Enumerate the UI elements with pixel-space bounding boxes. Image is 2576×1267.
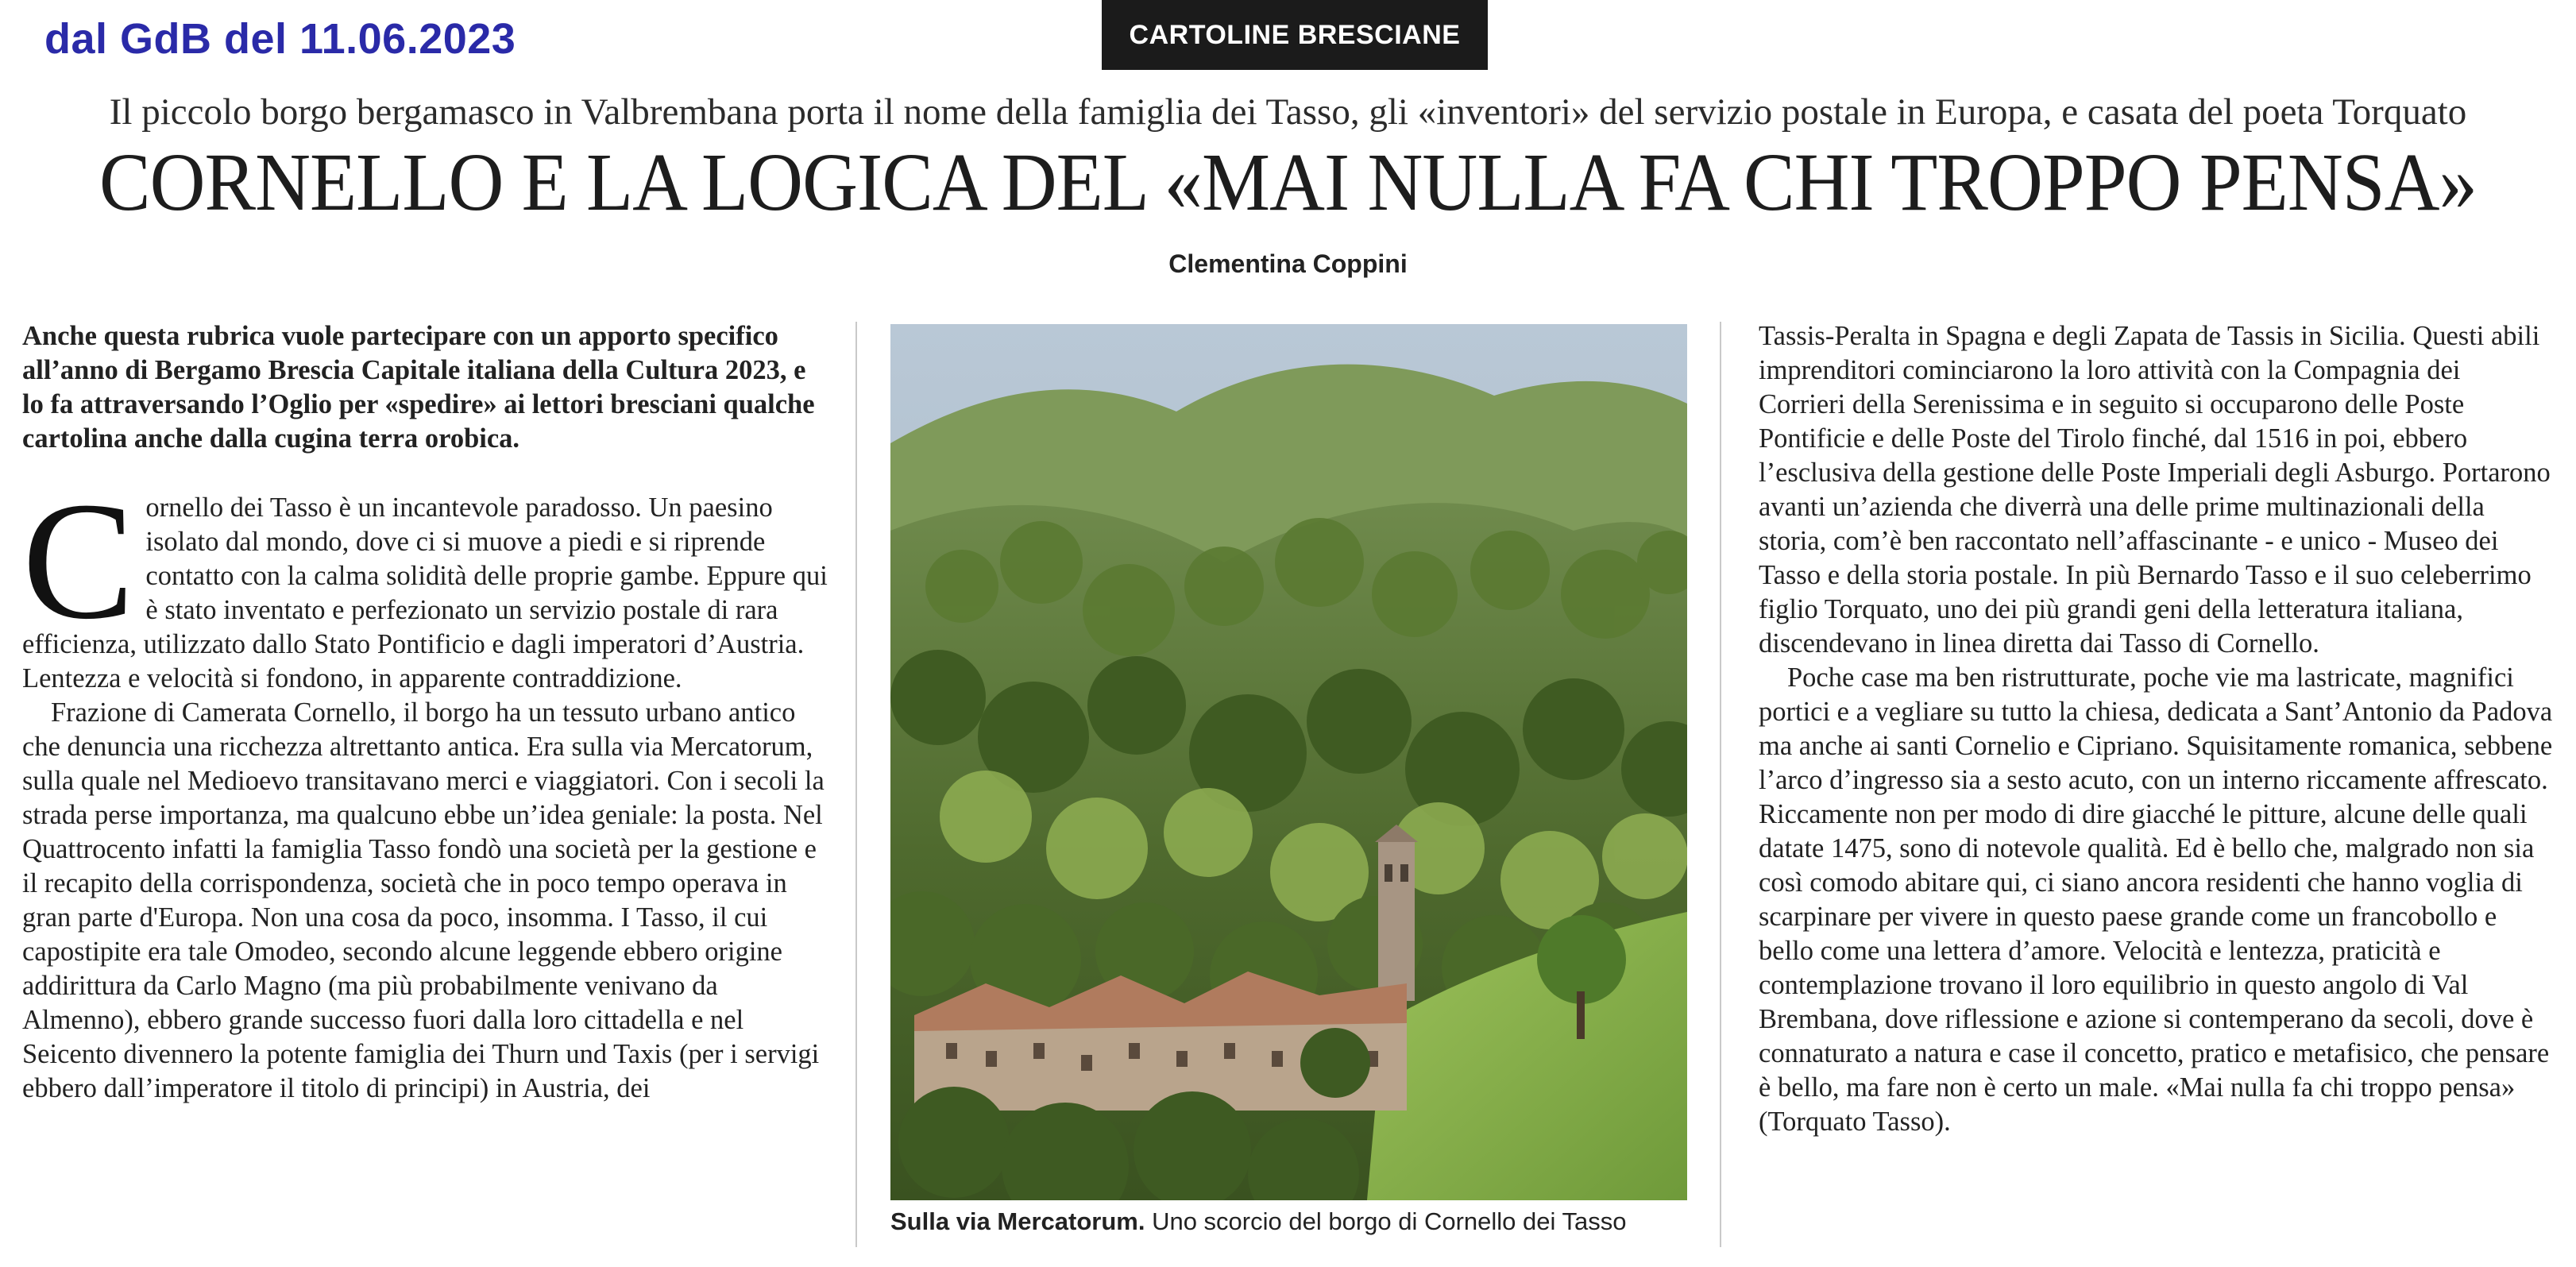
body-paragraph: Frazione di Camerata Cornello, il borgo ha un tessuto urbano antico che denuncia una ricchezza altrettanto antica. Era sulla via Mercatorum, sulla quale nel Medioevo transitavano merci e viaggiatori. Con i secoli la strada perse importanza, ma qualcuno ebbe un’idea geniale: la posta. Nel Quattrocento infatti la famiglia Tasso fondò una società per la gestione e il recapito della corrispondenza, società che in poco tempo operava in gran parte d'Europa. Non una cosa da poco, insomma. I Tasso, il cui capostipite era tale Omodeo, secondo alcune leggende ebbero origine addirittura da Carlo Magno (ma più probabilmente venivano da Almenno), ebbero grande successo fuori dalla loro cittadella e nel Seicento divennero la potente famiglia dei Thurn und Taxis (per i servigi ebbero dall’imperatore il titolo di principi) in Austria, dei	[22, 697, 825, 1103]
village-landscape-image	[890, 324, 1687, 1200]
left-column	[22, 319, 832, 1106]
photo-caption	[890, 1207, 1701, 1236]
body-paragraph: Poche case ma ben ristrutturate, poche vie ma lastricate, magnifici portici e a vegliare su tutto la chiesa, dedicata a Sant’Antonio da Padova ma anche ai santi Cornelio e Cipriano. Squisitamente romanica, sebbene l’arco d’ingresso sia a sesto acuto, con un interno riccamente affrescato. Riccamente non per modo di dire giacché le pitture, alcune delle quali datate 1475, sono di notevole qualità. Ed è bello che, malgrado non sia così comodo abitare qui, ci siano ancora residenti che hanno voglia di scarpinare per vivere in questo paese grande come un francobollo e bello come una lettera d’amore. Velocità e lentezza, praticità e contemplazione trovano il loro equilibrio in questo angolo di Val Brembana, dove riflessione e azione si contemperano da secoli, dove è connaturato a natura e case il concetto, pratico e metafisico, che pensare è bello, ma fare non è certo un male. «Mai nulla fa chi troppo pensa» (Torquato Tasso).	[1759, 662, 2553, 1137]
column-divider	[1720, 322, 1721, 1247]
article-headline: CORNELLO E LA LOGICA DEL «MAI NULLA FA CHI TROPPO PENSA»	[99, 137, 2477, 228]
body-paragraph	[22, 467, 832, 696]
author-byline: Clementina Coppini	[1168, 249, 1408, 278]
caption-title: Sulla via Mercatorum.	[890, 1207, 1145, 1235]
right-column	[1759, 319, 2553, 1139]
body-paragraph: Tassis-Peralta in Spagna e degli Zapata de Tassis in Sicilia. Questi abili imprenditori cominciarono la loro attività con la Compagnia dei Corrieri della Serenissima e in seguito si occuparono delle Poste Pontificie e delle Poste del Tirolo finché, dal 1516 in poi, ebbero l’esclusiva della gestione delle Poste Imperiali degli Asburgo. Portarono avanti un’azienda che diverrà una delle prime multinazionali della storia, com’è ben raccontato nell’affascinante - e unico - Museo dei Tasso e della storia postale. In più Bernardo Tasso e il suo celeberrimo figlio Torquato, uno dei più grandi geni della letteratura italiana, discendevano in linea diretta dai Tasso di Cornello.	[1759, 321, 2551, 659]
lead-paragraph: Anche questa rubrica vuole partecipare con un apporto specifico all’anno di Bergamo Brescia Capitale italiana della Cultura 2023, e lo fa attraversando l’Oglio per «spedire» ai lettori bresciani qualche cartolina anche dalla cugina terra orobica.	[22, 321, 815, 454]
drop-cap: C	[22, 467, 135, 654]
source-tag: dal GdB del 11.06.2023	[44, 15, 516, 63]
article-subtitle: Il piccolo borgo bergamasco in Valbrembana porta il nome della famiglia dei Tasso, gli «inventori» del servizio postale in Europa, e casata del poeta Torquato	[109, 91, 2467, 133]
paragraph-text: ornello dei Tasso è un incantevole paradosso. Un paesino isolato dal mondo, dove ci si muove a piedi e si riprende contatto con la calma solidità delle proprie gambe. Eppure qui è stato inventato e perfezionato un servizio postale di rara efficienza, utilizzato dallo Stato Pontificio e dagli imperatori d’Austria. Lentezza e velocità si fondono, in apparente contraddizione.	[22, 493, 828, 693]
article-photo	[890, 324, 1687, 1200]
caption-text: Uno scorcio del borgo di Cornello dei Tasso	[1145, 1207, 1627, 1235]
rubric-label: CARTOLINE BRESCIANE	[1102, 0, 1488, 70]
column-divider	[855, 322, 857, 1247]
